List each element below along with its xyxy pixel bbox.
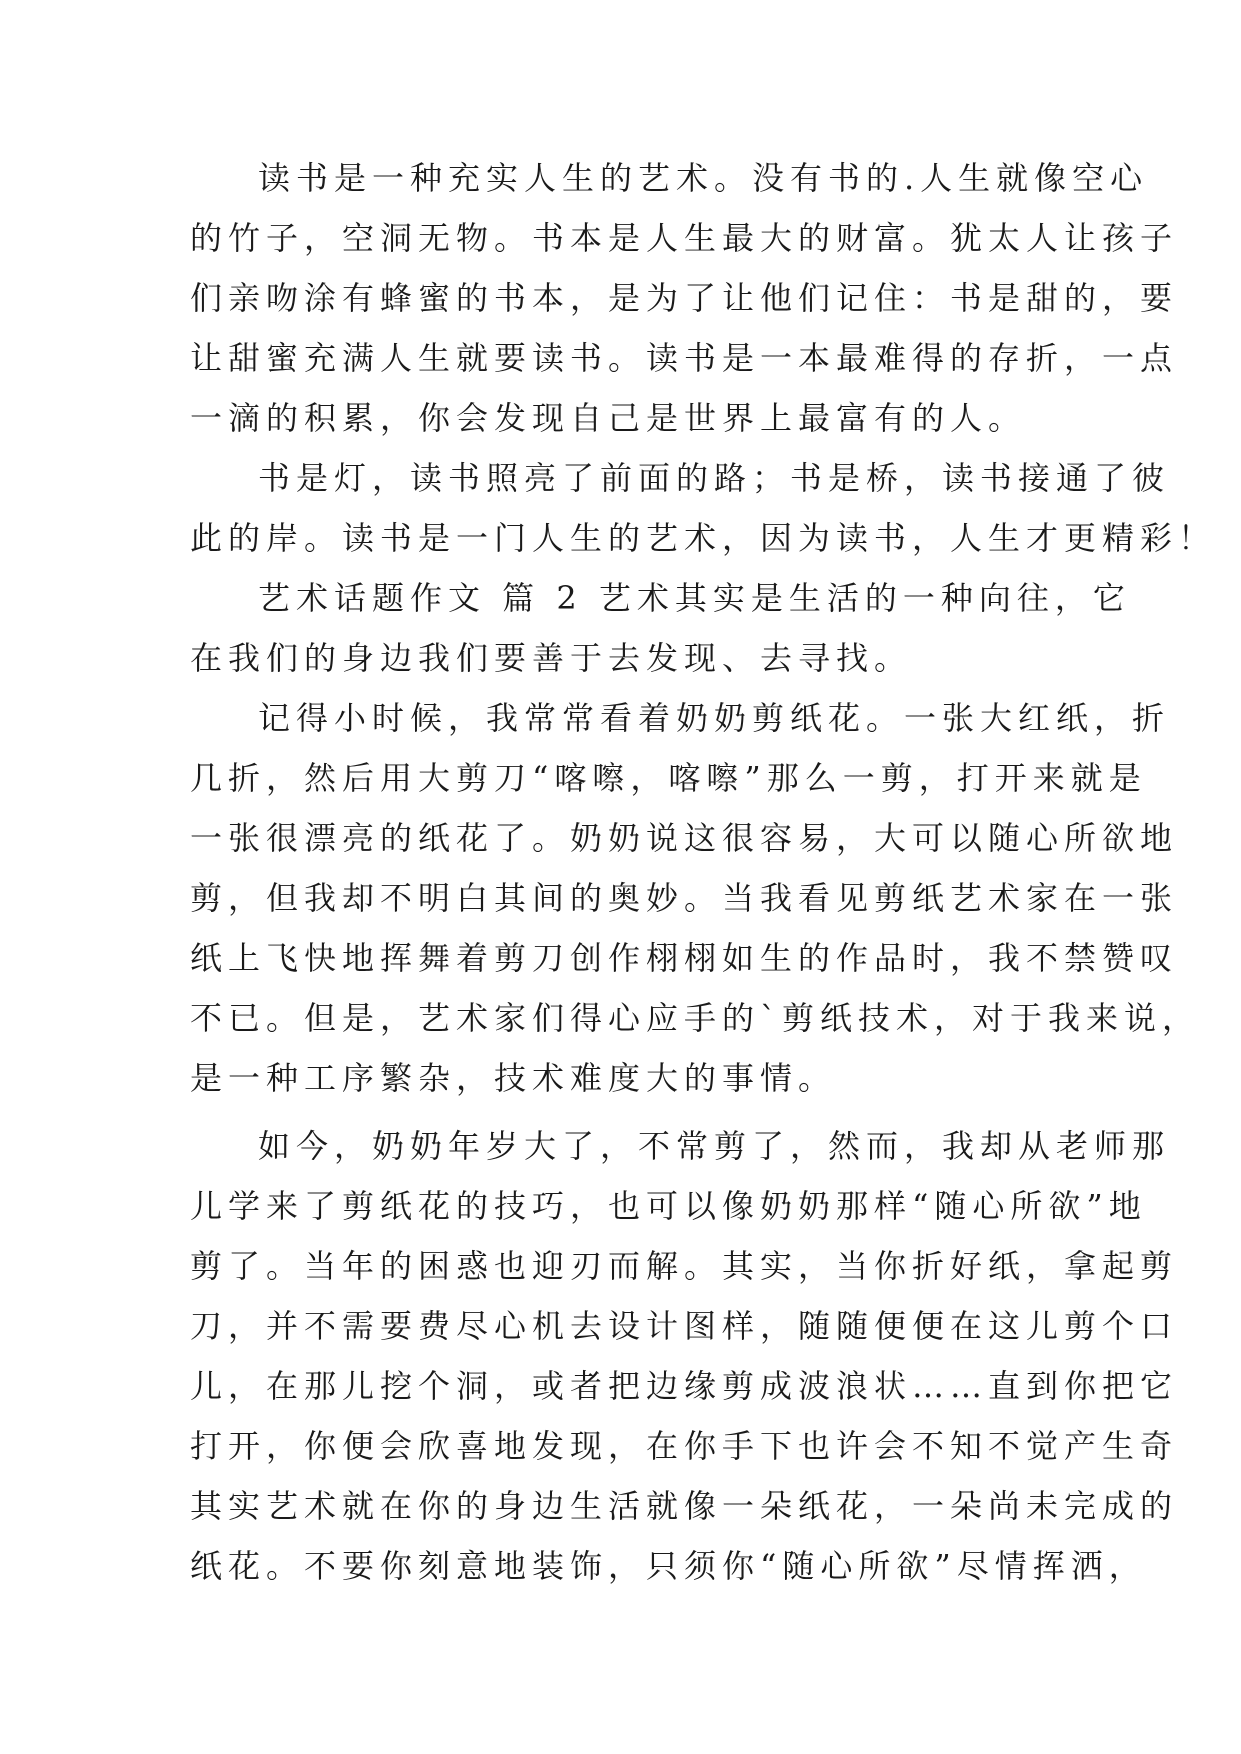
text-line: 纸上飞快地挥舞着剪刀创作栩栩如生的作品时，我不禁赞叹 <box>190 939 1179 977</box>
text-line: 打开，你便会欣喜地发现，在你手下也许会不知不觉产生奇 <box>190 1427 1179 1465</box>
text-line: 让甜蜜充满人生就要读书。读书是一本最难得的存折，一点 <box>190 339 1179 377</box>
text-line: 几折，然后用大剪刀“喀嚓，喀嚓”那么一剪，打开来就是 <box>190 759 1147 797</box>
paragraph-reading-art <box>190 148 1179 448</box>
text-line: 记得小时候，我常常看着奶奶剪纸花。一张大红纸，折 <box>258 699 1171 737</box>
text-line: 儿学来了剪纸花的技巧，也可以像奶奶那样“随心所欲”地 <box>190 1187 1147 1225</box>
text-line: 纸花。不要你刻意地装饰，只须你“随心所欲”尽情挥洒， <box>190 1547 1147 1585</box>
document-body <box>190 148 1217 1596</box>
text-line: 读书是一种充实人生的艺术。没有书的.人生就像空心 <box>258 159 1149 197</box>
text-line: 如今，奶奶年岁大了，不常剪了，然而，我却从老师那 <box>258 1127 1171 1165</box>
text-line: 一滴的积累，你会发现自己是世界上最富有的人。 <box>190 399 1027 437</box>
paragraph-spacer <box>190 1108 1060 1116</box>
text-line: 剪，但我却不明白其间的奥妙。当我看见剪纸艺术家在一张 <box>190 879 1179 917</box>
paragraph-grandma-papercut <box>190 688 1201 1108</box>
text-line: 剪了。当年的困惑也迎刃而解。其实，当你折好纸，拿起剪 <box>190 1247 1179 1285</box>
paragraph-book-lamp <box>190 448 1217 568</box>
paragraph-nowadays <box>190 1116 1179 1596</box>
text-line: 不已。但是，艺术家们得心应手的`剪纸技术，对于我来说， <box>190 999 1201 1037</box>
text-line: 在我们的身边我们要善于去发现、去寻找。 <box>190 639 913 677</box>
text-line: 其实艺术就在你的身边生活就像一朵纸花，一朵尚未完成的 <box>190 1487 1179 1525</box>
essay-heading-line: 艺术话题作文 篇 2 艺术其实是生活的一种向往，它 <box>258 579 1131 617</box>
text-line: 一张很漂亮的纸花了。奶奶说这很容易，大可以随心所欲地 <box>190 819 1179 857</box>
text-line: 是一种工序繁杂，技术难度大的事情。 <box>190 1059 837 1097</box>
text-line: 书是灯，读书照亮了前面的路；书是桥，读书接通了彼 <box>258 459 1171 497</box>
text-line: 们亲吻涂有蜂蜜的书本，是为了让他们记住：书是甜的，要 <box>190 279 1179 317</box>
paragraph-essay-heading <box>190 568 1131 688</box>
text-line: 刀，并不需要费尽心机去设计图样，随随便便在这儿剪个口 <box>190 1307 1179 1345</box>
text-line: 的竹子，空洞无物。书本是人生最大的财富。犹太人让孩子 <box>190 219 1179 257</box>
text-line: 儿，在那儿挖个洞，或者把边缘剪成波浪状……直到你把它 <box>190 1367 1179 1405</box>
text-line: 此的岸。读书是一门人生的艺术，因为读书，人生才更精彩！ <box>190 519 1217 557</box>
